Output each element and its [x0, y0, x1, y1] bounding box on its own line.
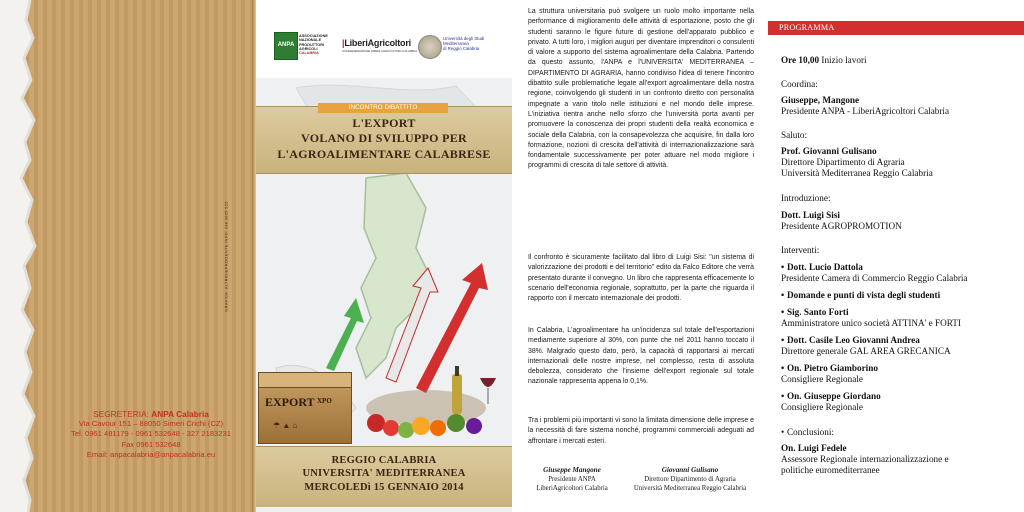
- speaker-2-name: • Domande e punti di vista degli studenti: [781, 290, 941, 300]
- speaker-4-role: Direttore generale GAL AREA GRECANICA: [781, 346, 951, 356]
- coord-role: Presidente ANPA - LiberiAgricoltori Calabria: [781, 106, 950, 116]
- intro-label: Introduzione:: [781, 193, 831, 203]
- interventions-label: Interventi:: [781, 245, 820, 255]
- signature-gulisano: Giovanni Gulisano Direttore Dipartimento di Agraria Università Mediterranea Reggio Calabria: [633, 466, 747, 492]
- title-line-1: L'EXPORT: [352, 116, 416, 130]
- secretary-fax: Fax 0961 532648: [121, 439, 181, 449]
- speaker-5-name: • On. Pietro Giamborino: [781, 363, 878, 373]
- speaker-1-name: • Dott. Lucio Dattola: [781, 262, 863, 272]
- concl-name: On. Luigi Fedele: [781, 443, 847, 453]
- article-paragraph-2: Il confronto è sicuramente facilitato dal libro di Luigi Sisi: "un sistema di valorizzazione dei prodotti e del territorio" edito da Falco Editore che verrà presentato durante il convegno. Un libro che rappresenta efficacemente lo scenario dell'economia regionale, soprattutto, per la parte che riguarda il rapporto con il mercato internazionale dei prodotti.: [528, 254, 754, 303]
- venue-banner: [256, 446, 512, 507]
- conclusions-label: • Conclusioni:: [781, 427, 834, 437]
- box-label: EXPORT: [265, 395, 315, 409]
- concl-role-1: Assessore Regionale internazionalizzazione e: [781, 454, 949, 464]
- speaker-6-name: • On. Giuseppe Giordano: [781, 391, 881, 401]
- concl-role-2: politiche euromediterranee: [781, 465, 880, 475]
- greet-label: Saluto:: [781, 130, 808, 140]
- event-date: MERCOLEDì 15 GENNAIO 2014: [304, 482, 464, 493]
- torn-paper-edge: [0, 0, 46, 512]
- anpa-tree-icon: ANPA: [274, 32, 298, 60]
- box-label-side: XPO: [317, 397, 332, 405]
- programme-header: [768, 21, 1024, 35]
- event-type-label: INCONTRO DIBATTITO: [318, 103, 448, 113]
- export-box-illustration: [258, 372, 352, 444]
- greet-role-1: Direttore Dipartimento di Agraria: [781, 157, 905, 167]
- secretary-phones: Tel. 0961 481179 - 0961 532648 - 327 2183231: [71, 429, 231, 439]
- greet-name: Prof. Giovanni Gulisano: [781, 146, 877, 156]
- secretary-address: Via Cavour 151 – 88050 Simeri Crichi (CZ): [78, 419, 224, 429]
- secretary-contacts: [46, 409, 256, 460]
- graphic-credit: GRAFICA: ALTRIDIEPROGENTE INFO: 338 0025 525: [223, 201, 229, 312]
- back-panel: [0, 0, 256, 512]
- shipping-icons: ☂ ▲ ⌂: [273, 421, 298, 430]
- article-panel: [512, 0, 768, 512]
- coord-name: Giuseppe, Mangone: [781, 95, 860, 105]
- venue-university: UNIVERSITA' MEDITERRANEA: [302, 468, 466, 479]
- start-time: Ore 10,00 Inizio lavori: [781, 55, 867, 65]
- liberi-agricoltori-logo: |LiberiAgricoltori CONFEDERAZIONE LIBERI AGRICOLTORI CALABRIA: [342, 38, 418, 53]
- venue-city: REGGIO CALABRIA: [331, 455, 437, 466]
- article-paragraph-3: In Calabria, L'agroalimentare ha un'incidenza sul totale dell'esportazioni mediamente superiore al 30%, con punte che nel 2011 hanno toccato il 38%. Malgrado questo dato, però, la capacità di rapportarsi ai mercati internazionali delle nostre imprese, nel complesso, resta di assoluta debolezza, considerato che l'insieme dell'export regionale sul totale nazionale rappresenta appena lo 0,1%.: [528, 327, 754, 386]
- greet-role-2: Università Mediterranea Reggio Calabria: [781, 168, 933, 178]
- intro-role: Presidente AGROPROMOTION: [781, 221, 902, 231]
- speaker-1-role: Presidente Camera di Commercio Reggio Calabria: [781, 273, 968, 283]
- intro-name: Dott. Luigi Sisi: [781, 210, 840, 220]
- speaker-6-role: Consigliere Regionale: [781, 402, 863, 412]
- box-lid: [259, 373, 351, 388]
- programme-panel: [768, 0, 1024, 512]
- cover-panel: [256, 0, 512, 512]
- programme-title: PROGRAMMA: [779, 23, 835, 32]
- anpa-logo-text: ASSOCIAZIONE NAZIONALE PRODUTTORI AGRICOLI CALABRIA: [299, 34, 328, 56]
- speaker-4-name: • Dott. Casile Leo Giovanni Andrea: [781, 335, 920, 345]
- speaker-3-name: • Sig. Santo Forti: [781, 307, 849, 317]
- university-seal-icon: [418, 35, 442, 59]
- secretary-title: SEGRETERIA: ANPA Calabria: [93, 409, 209, 419]
- title-banner: [256, 106, 512, 174]
- logo-strip: ANPA ASSOCIAZIONE NAZIONALE PRODUTTORI AGRICOLI CALABRIA |LiberiAgricoltori CONFEDERAZIONE LIBERI AGRICOLTORI CALABRIA Università degli Studi Mediterranea di Reggio Calabria: [256, 0, 512, 78]
- speaker-5-role: Consigliere Regionale: [781, 374, 863, 384]
- secretary-email: Email: anpacalabria@anpacalabria.eu: [86, 449, 216, 459]
- title-line-3: L'AGROALIMENTARE CALABRESE: [277, 147, 491, 161]
- coord-label: Coordina:: [781, 79, 818, 89]
- article-paragraph-1: La struttura universitaria può svolgere un ruolo molto importante nella performance di miglioramento delle attività di esportazione, posto che gli studenti saranno le figure future di gestione dell'apparato pubblico e privato. A tutti loro, i migliori auguri per diventare imprenditori o consulenti di valore a supporto del sistema agroalimentare della Calabria. Partendo da questo assunto, l'ANPA e l'UNIVERSITA' MEDITERRANEA – DIPARTIMENTO DI AGRARIA, hanno condiviso l'idea di tenere l'incontro dibattito sulle problematiche legate all'export agroalimentare della nostra regione, coinvolgendo gli studenti in un confronto diretto con personalità impegnate a vario titolo nelle istituzioni e nel mondo delle imprese. L'iniziativa rientra anche nello sforzo che l'università porta avanti per promuovere la conoscenza dei propri studenti della realtà economica e sociale della Calabria, con la consapevolezza che acquisire, fin dalla loro formazione, nozioni di crescita dell'attività di internazionalizzazione sarà fondamentale successivamente per poter attuare nel modo migliore i programmi di crescita di tale settore di attività.: [528, 8, 754, 170]
- signature-mangone: Giuseppe Mangone Presidente ANPA LiberiAgricoltori Calabria: [536, 466, 608, 492]
- speaker-3-role: Amministratore unico società ATTINA' e FORTI: [781, 318, 961, 328]
- title-line-2: VOLANO DI SVILUPPO PER: [300, 131, 468, 145]
- article-paragraph-4: Tra i problemi più importanti vi sono la limitata dimensione delle imprese e la necessità di fare sistema nonché, programmi commerciali adeguati ad affrontare i mercati esteri.: [528, 417, 754, 445]
